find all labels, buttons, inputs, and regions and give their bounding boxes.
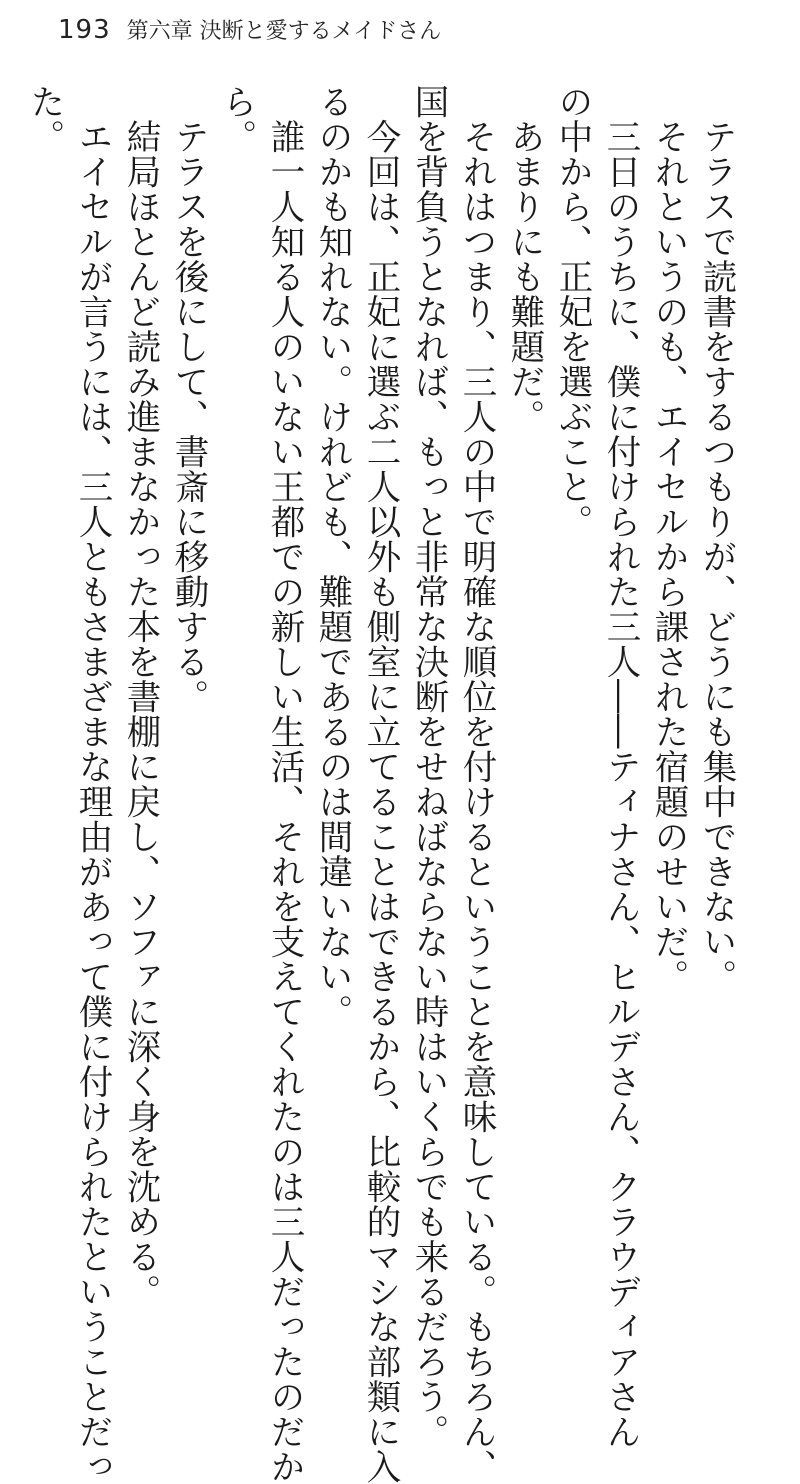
text-line: ら。 — [216, 84, 256, 154]
text-line: 国を背負うとなれば、もっと非常な決断をせねばならない時はいくらでも来るだろう。 — [408, 84, 448, 1449]
text-line: た。 — [24, 84, 64, 154]
text-line: の中から、正妃を選ぶこと。 — [552, 84, 592, 539]
text-line: 結局ほとんど読み進まなかった本を書棚に戻し、ソファに深く身を沈める。 — [120, 84, 160, 1309]
text-line: テラスを後にして、書斎に移動する。 — [168, 84, 208, 714]
page-number: 193 — [58, 15, 111, 45]
text-line: 今回は、正妃に選ぶ二人以外も側室に立てることはできるから、比較的マシな部類に入 — [360, 84, 400, 1484]
chapter-title: 第六章 決断と愛するメイドさん — [126, 19, 442, 44]
text-line: あまりにも難題だ。 — [504, 84, 544, 434]
text-line: それはつまり、三人の中で明確な順位を付けるということを意味している。もちろん、 — [456, 84, 496, 1484]
text-line: 誰一人知る人のいない王都での新しい生活、それを支えてくれたのは三人だったのだか — [264, 84, 304, 1484]
page-header — [58, 14, 441, 50]
vertical-body-text — [24, 84, 740, 1484]
text-line: それというのも、エイセルから課された宿題のせいだ。 — [648, 84, 688, 994]
text-line: 三日のうちに、僕に付けられた三人――ティナさん、ヒルデさん、クラウディアさん — [600, 84, 640, 1449]
text-line: テラスで読書をするつもりが、どうにも集中できない。 — [696, 84, 736, 994]
text-line: るのかも知れない。けれども、難題であるのは間違いない。 — [312, 84, 352, 1029]
text-line: エイセルが言うには、三人ともさまざまな理由があって僕に付けられたということだっ — [72, 84, 112, 1484]
